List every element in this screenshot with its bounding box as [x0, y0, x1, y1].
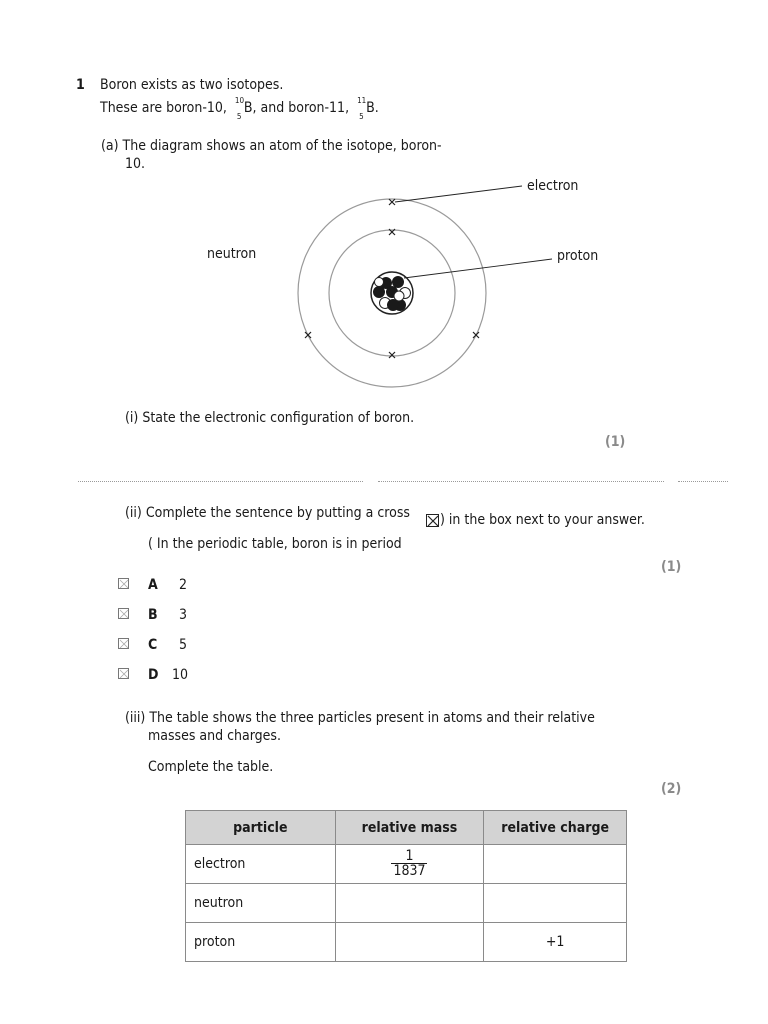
option-b-checkbox[interactable] [118, 608, 129, 619]
isotope-2-atomic: 5 [359, 112, 364, 121]
proton-leader-line [404, 259, 552, 278]
table-row [186, 923, 627, 962]
cross-box-example-icon [426, 514, 439, 527]
part-i-question: (i) State the electronic configuration of boron. [125, 410, 415, 426]
option-d-checkbox[interactable] [118, 668, 129, 679]
proton-particle [374, 287, 385, 298]
electron-mark [473, 332, 479, 338]
electron-mark [389, 352, 395, 358]
option-a-checkbox[interactable] [118, 578, 129, 589]
answer-line[interactable] [78, 481, 363, 482]
option-c-checkbox[interactable] [118, 638, 129, 649]
particle-cell: proton [186, 923, 336, 962]
boron-atom-diagram [0, 0, 768, 420]
option-b-letter: B [148, 607, 158, 623]
mass-numerator: 1 [391, 849, 427, 865]
part-a-line-1: (a) The diagram shows an atom of the isotope, boron- [101, 138, 442, 154]
option-c-value: 5 [179, 637, 188, 653]
mass-denominator: 1837 [393, 863, 426, 880]
header-relative-mass: relative mass [335, 811, 484, 845]
option-a-letter: A [148, 577, 158, 593]
part-ii-mark: (1) [661, 559, 682, 575]
charge-cell[interactable] [484, 845, 627, 884]
charge-cell[interactable] [484, 884, 627, 923]
intro-line-2-suffix: . [374, 100, 379, 116]
electron-label: electron [527, 178, 579, 194]
isotope-1-mass: 10 [234, 96, 245, 105]
header-particle: particle [186, 811, 336, 845]
neutron-particle [375, 278, 384, 287]
part-ii-sentence: ( In the periodic table, boron is in period [148, 536, 402, 552]
isotope-1-symbol: B [243, 100, 253, 116]
proton-particle [388, 300, 399, 311]
option-b-value: 3 [179, 607, 188, 623]
part-iii-instruction: Complete the table. [148, 759, 274, 775]
nucleus [371, 272, 413, 314]
table-header-row [186, 811, 627, 845]
isotope-1-atomic: 5 [236, 112, 242, 121]
option-d-value: 10 [172, 667, 189, 683]
part-i-mark: (1) [605, 434, 626, 450]
mass-cell[interactable] [335, 884, 484, 923]
intro-line-2-prefix: These are boron-10, [100, 100, 227, 116]
particle-cell: electron [186, 845, 336, 884]
table-row [186, 884, 627, 923]
part-iii-mark: (2) [661, 781, 682, 797]
intro-line-1: Boron exists as two isotopes. [100, 77, 284, 93]
electron-mark [389, 199, 395, 205]
question-number: 1 [76, 77, 85, 93]
electron-mark [305, 332, 311, 338]
option-d-letter: D [148, 667, 159, 683]
header-relative-charge: relative charge [484, 811, 627, 845]
proton-particle [393, 277, 404, 288]
part-ii-text-after: ) in the box next to your answer. [440, 512, 645, 528]
neutron-particle [394, 291, 404, 301]
electron-leader-line [395, 186, 522, 202]
proton-label: proton [557, 248, 599, 264]
particles-table [185, 810, 627, 962]
part-ii-text-before: (ii) Complete the sentence by putting a cross [125, 505, 410, 521]
charge-cell: +1 [484, 923, 627, 962]
part-a-line-2: 10. [125, 156, 146, 172]
option-c-letter: C [148, 637, 158, 653]
answer-line[interactable] [378, 481, 664, 482]
table-row [186, 845, 627, 884]
option-a-value: 2 [179, 577, 188, 593]
mass-cell [335, 845, 484, 884]
part-iii-line-2: masses and charges. [148, 728, 281, 744]
particle-cell: neutron [186, 884, 336, 923]
isotope-2-mass: 11 [357, 96, 367, 105]
intro-line-2-mid: , and boron-11, [252, 100, 350, 116]
mass-fraction [391, 849, 427, 879]
mass-cell[interactable] [335, 923, 484, 962]
part-iii-line-1: (iii) The table shows the three particles present in atoms and their relative [125, 710, 595, 726]
isotope-2-symbol: B [366, 100, 375, 116]
neutron-label: neutron [207, 246, 257, 262]
answer-line[interactable] [678, 481, 728, 482]
